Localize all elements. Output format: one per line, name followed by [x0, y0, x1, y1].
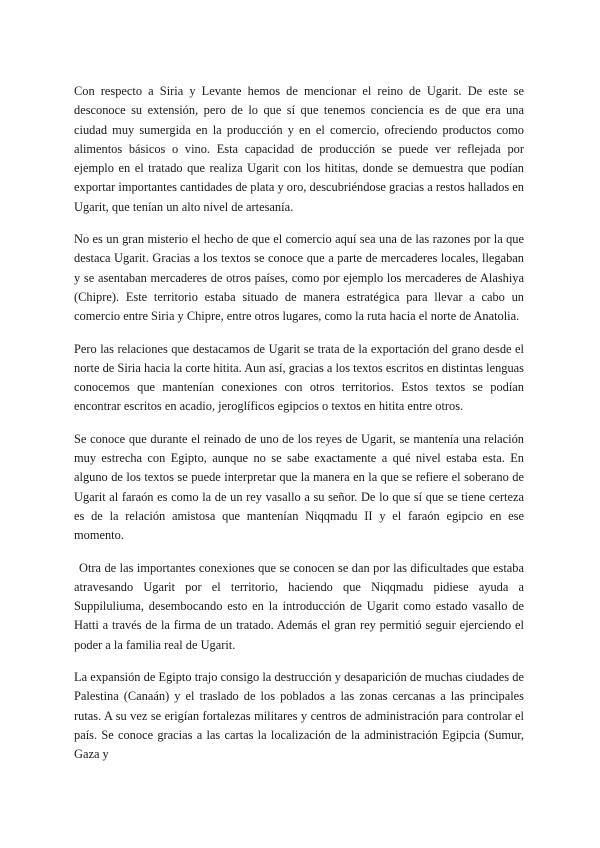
paragraph-hatti-treaty: Otra de las importantes conexiones que se conocen se dan por las dificultades que estaba atravesando Ugarit por el territorio, haciendo que Niqqmadu pidiese ayuda a Suppiluliuma, desembocando esto en la introducción de Ugarit como estado vasallo de Hatti a través de la firma de un tratado. Además el gran rey permitió seguir ejerciendo el poder a la familia real de Ugarit.: [74, 560, 524, 652]
paragraph-ugarit-intro: Con respecto a Siria y Levante hemos de mencionar el reino de Ugarit. De este se desconoce su extensión, pero de lo que sí que tenemos conciencia es de que era una ciudad muy sumergida en la producción y en el comercio, ofreciendo productos como alimentos básicos o vino. Esta capacidad de producción se puede ver reflejada por ejemplo en el tratado que realiza Ugarit con los hititas, donde se demuestra que podían exportar importantes cantidades de plata y oro, descubriéndose gracias a restos hallados en Ugarit, que tenían un alto nivel de artesanía.: [74, 84, 524, 214]
paragraph-egypt-relation: Se conoce que durante el reinado de uno de los reyes de Ugarit, se mantenía una relación muy estrecha con Egipto, aunque no se sabe exactamente a qué nivel estaba esta. En alguno de los textos se puede interpretar que la manera en la que se refiere el soberano de Ugarit al faraón es como la de un rey vasallo a su señor. De lo que sí que se tiene certeza es de la relación amistosa que mantenían Niqqmadu II y el faraón egipcio en ese momento.: [74, 431, 524, 543]
paragraph-egypt-expansion: La expansión de Egipto trajo consigo la destrucción y desaparición de muchas ciudades de Palestina (Canaán) y el traslado de los poblados a las zonas cercanas a las principales rutas. A su vez se erigían fortalezas militares y centros de administración para controlar el país. Se conoce gracias a las cartas la localización de la administración Egipcia (Sumur, Gaza y: [74, 670, 524, 762]
paragraph-grain-export: Pero las relaciones que destacamos de Ugarit se trata de la exportación del grano desde el norte de Siria hacia la corte hitita. Aun así, gracias a los textos escritos en distintas lenguas conocemos que mantenían conexiones con otros territorios. Estos textos se podían encontrar escritos en acadio, jeroglíficos egipcios o textos en hitita entre otros.: [74, 341, 524, 414]
paragraph-commerce: No es un gran misterio el hecho de que el comercio aquí sea una de las razones por la que destaca Ugarit. Gracias a los textos se conoce que a parte de mercaderes locales, llegaban y se asentaban mercaderes de otros países, como por ejemplo los mercaderes de Alashiya (Chipre). Este territorio estaba situado de manera estratégica para llevar a cabo un comercio entre Siria y Chipre, entre otros lugares, como la ruta hacia el norte de Anatolia.: [74, 232, 524, 324]
body-text: [74, 82, 524, 778]
